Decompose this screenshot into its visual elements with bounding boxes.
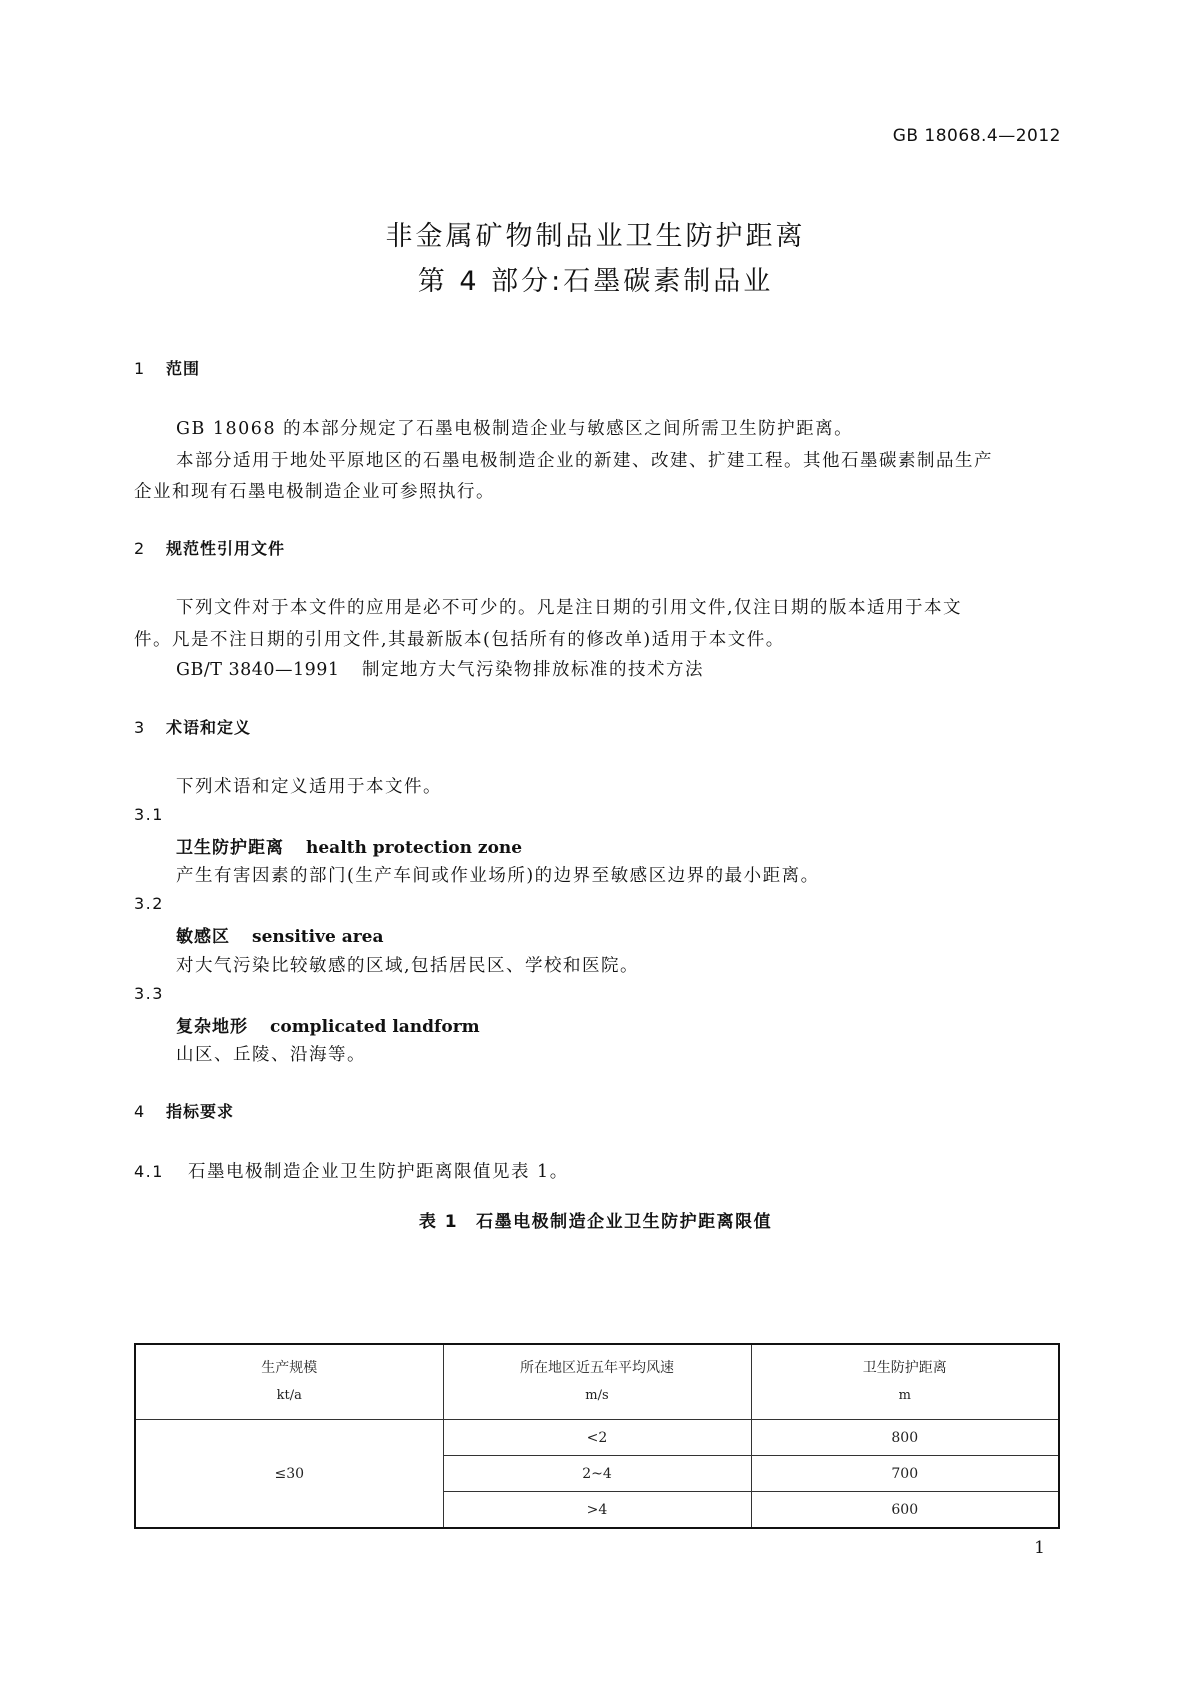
term-zh: 卫生防护距离: [176, 838, 284, 858]
header-unit: m/s: [585, 1388, 609, 1403]
section-number: 1: [134, 359, 146, 378]
section-title: 规范性引用文件: [166, 539, 286, 558]
term-zh: 复杂地形: [176, 1017, 248, 1037]
clause: [134, 1158, 569, 1183]
term-definition: 山区、丘陵、沿海等。: [176, 1045, 366, 1065]
section-title: 指标要求: [166, 1102, 235, 1121]
table-cell-wind: <2: [443, 1420, 751, 1456]
table-cell-wind: >4: [443, 1492, 751, 1529]
table-caption-title: 石墨电极制造企业卫生防护距离限值: [476, 1212, 773, 1232]
reference-entry: [176, 656, 704, 681]
paragraph-continuation: 件。凡是不注日期的引用文件,其最新版本(包括所有的修改单)适用于本文件。: [134, 630, 785, 650]
section-heading-requirements: [134, 1099, 234, 1122]
table-cell-wind: 2~4: [443, 1456, 751, 1492]
table-header-cell: [135, 1344, 443, 1420]
table-header-cell: [751, 1344, 1059, 1420]
table-row: [135, 1420, 1059, 1456]
term-number: 3.3: [134, 984, 164, 1003]
paragraph-continuation: 企业和现有石墨电极制造企业可参照执行。: [134, 482, 495, 502]
term-heading: [176, 1012, 480, 1037]
header-label: 卫生防护距离: [862, 1360, 947, 1376]
term-en: sensitive area: [252, 927, 384, 947]
table-cell-scale: ≤30: [135, 1420, 443, 1529]
header-unit: kt/a: [276, 1388, 302, 1403]
distance-limits-table: [134, 1343, 1060, 1529]
header-label: 所在地区近五年平均风速: [520, 1360, 674, 1376]
reference-title: 制定地方大气污染物排放标准的技术方法: [362, 660, 704, 680]
header-unit: m: [898, 1388, 911, 1403]
paragraph: 本部分适用于地处平原地区的石墨电极制造企业的新建、改建、扩建工程。其他石墨碳素制品生产: [176, 451, 993, 471]
clause-text: 石墨电极制造企业卫生防护距离限值见表 1。: [188, 1162, 569, 1182]
term-heading: [176, 833, 522, 858]
document-subtitle: 第 4 部分:石墨碳素制品业: [417, 266, 774, 297]
term-definition: 产生有害因素的部门(生产车间或作业场所)的边界至敏感区边界的最小距离。: [176, 866, 820, 886]
table-caption-label: 表 1: [418, 1212, 459, 1232]
term-en: complicated landform: [270, 1017, 480, 1037]
section-number: 2: [134, 539, 146, 558]
document-title: 非金属矿物制品业卫生防护距离: [385, 221, 806, 252]
table-cell-distance: 800: [751, 1420, 1059, 1456]
section-number: 4: [134, 1102, 146, 1121]
section-number: 3: [134, 718, 146, 737]
clause-number: 4.1: [134, 1162, 164, 1181]
term-number: 3.2: [134, 894, 164, 913]
paragraph: GB 18068 的本部分规定了石墨电极制造企业与敏感区之间所需卫生防护距离。: [176, 419, 854, 439]
header-label: 生产规模: [261, 1360, 318, 1376]
table-header-row: [135, 1344, 1059, 1420]
table-cell-distance: 700: [751, 1456, 1059, 1492]
section-title: 范围: [166, 359, 201, 378]
paragraph: 下列文件对于本文件的应用是必不可少的。凡是注日期的引用文件,仅注日期的版本适用于本文: [176, 598, 963, 618]
standard-code: GB 18068.4—2012: [892, 126, 1061, 146]
term-zh: 敏感区: [176, 927, 230, 947]
paragraph: 下列术语和定义适用于本文件。: [176, 777, 442, 797]
table-cell-distance: 600: [751, 1492, 1059, 1529]
table-header-cell: [443, 1344, 751, 1420]
term-number: 3.1: [134, 805, 164, 824]
section-heading-terms: [134, 715, 251, 738]
term-en: health protection zone: [306, 838, 523, 858]
reference-code: GB/T 3840—1991: [176, 660, 340, 680]
section-title: 术语和定义: [166, 718, 252, 737]
page-number: 1: [1034, 1538, 1045, 1558]
term-definition: 对大气污染比较敏感的区域,包括居民区、学校和医院。: [176, 956, 640, 976]
table-caption: [0, 1207, 1191, 1232]
section-heading-normative-references: [134, 536, 285, 559]
section-heading-scope: [134, 356, 200, 379]
term-heading: [176, 922, 384, 947]
